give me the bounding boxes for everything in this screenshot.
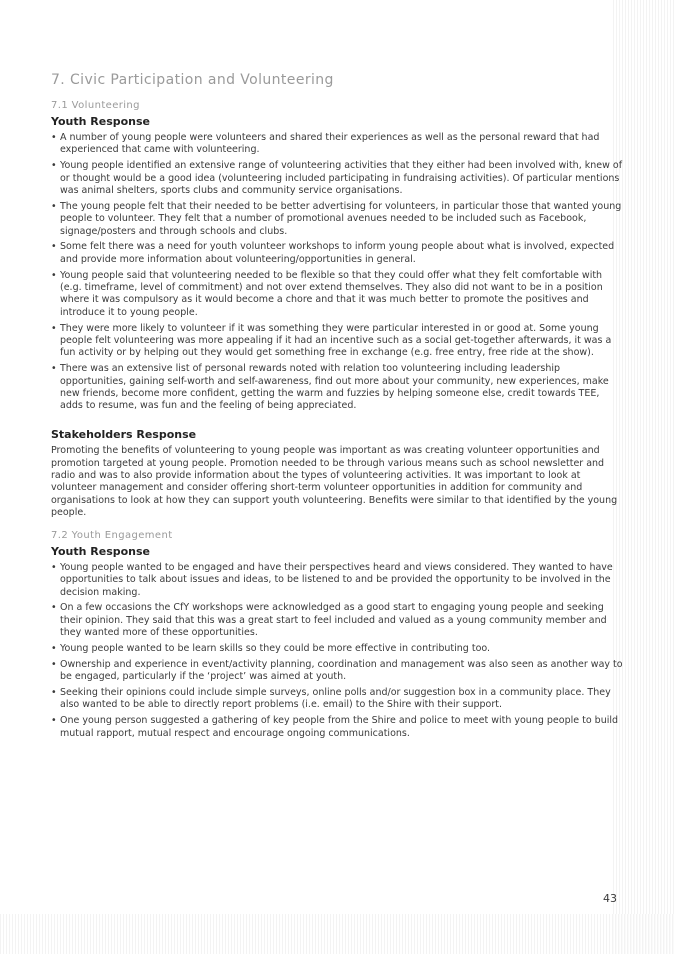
subsection-heading-volunteering: 7.1 Volunteering — [51, 100, 140, 111]
stakeholders-paragraph: Promoting the benefits of volunteering to young people was important as was creating volunteer opportunities and promotion targeted at young people. Promotion needed to be through various means such as school newsletter and radio and was to also provide information about the types of volunteering activities. It was important to look at volunteer management and consider offering short-term volunteer opportunities in addition for community and organisations to look at how they can support youth volunteering. Benefits were similar to that identified by the young people. — [51, 445, 618, 519]
list-item: • There was an extensive list of personal rewards noted with relation too volunteering including leadership opportunities, gaining self-worth and self-awareness, find out more about your community, new experiences, make new friends, become more confident, getting the warm and fuzzies by helping someone else, credit towards TEE, adds to resume, was fun and the feeling of being appreciated. — [51, 363, 623, 413]
list-item: • The young people felt that their needed to be better advertising for volunteers, in particular those that wanted young people to volunteer. They felt that a number of promotional avenues needed to be included such as Facebook, signage/posters and through schools and clubs. — [51, 201, 623, 238]
list-item: • On a few occasions the CfY workshops were acknowledged as a good start to engaging young people and seeking their opinion. They said that this was a great start to feel included and valued as a young community member and they wanted more of these opportunities. — [51, 602, 623, 639]
youth-response-heading-engagement: Youth Response — [51, 544, 151, 558]
list-item: • Young people identified an extensive range of volunteering activities that they either had been involved with, knew of or thought would be a good idea (volunteering included participating in fundraising activities). Of particular mentions was animal shelters, sports clubs and community service organisations. — [51, 160, 623, 197]
list-item: • One young person suggested a gathering of key people from the Shire and police to meet with young people to build mutual rapport, mutual respect and encourage ongoing communications. — [51, 715, 623, 740]
page-number: 43 — [603, 892, 617, 905]
engagement-youth-list — [51, 562, 623, 740]
page-edge-texture-bottom — [0, 914, 675, 954]
list-item: • Young people wanted to be learn skills so they could be more effective in contributing too. — [51, 643, 623, 655]
youth-response-heading: Youth Response — [51, 115, 151, 128]
section-title: 7. Civic Participation and Volunteering — [51, 72, 334, 88]
list-item: • Ownership and experience in event/activity planning, coordination and management was also seen as another way to be engaged, particularly if the ‘project’ was aimed at youth. — [51, 659, 623, 684]
list-item: • Some felt there was a need for youth volunteer workshops to inform young people about what is involved, expected and provide more information about volunteering/opportunities in general. — [51, 241, 623, 266]
volunteering-youth-list — [51, 132, 623, 413]
list-item: • They were more likely to volunteer if it was something they were particular interested in or good at. Some young people felt volunteering was more appealing if it had an incentive such as a social get-together afterwards, it was a fun activity or by helping out they would get something free in exchange (e.g. free entry, free ride at the show). — [51, 323, 623, 360]
list-item: • Young people said that volunteering needed to be flexible so that they could offer what they felt comfortable with (e.g. timeframe, level of commitment) and not over extend themselves. They also did not want to be in a position where it was compulsory as it would become a chore and that it was much better to promote the positives and introduce it to young people. — [51, 270, 623, 320]
subsection-heading-youth-engagement: 7.2 Youth Engagement — [51, 529, 173, 541]
document-body — [51, 72, 623, 743]
list-item: • Young people wanted to be engaged and have their perspectives heard and views considered. They wanted to have opportunities to talk about issues and ideas, to be listened to and be provided the opportunity to be involved in the decision making. — [51, 562, 623, 599]
list-item: • Seeking their opinions could include simple surveys, online polls and/or suggestion box in a community place. They also wanted to be able to directly report problems (i.e. email) to the Shire with their support. — [51, 687, 623, 712]
list-item: • A number of young people were volunteers and shared their experiences as well as the personal reward that had experienced that came with volunteering. — [51, 132, 623, 157]
stakeholders-response-heading: Stakeholders Response — [51, 428, 197, 442]
